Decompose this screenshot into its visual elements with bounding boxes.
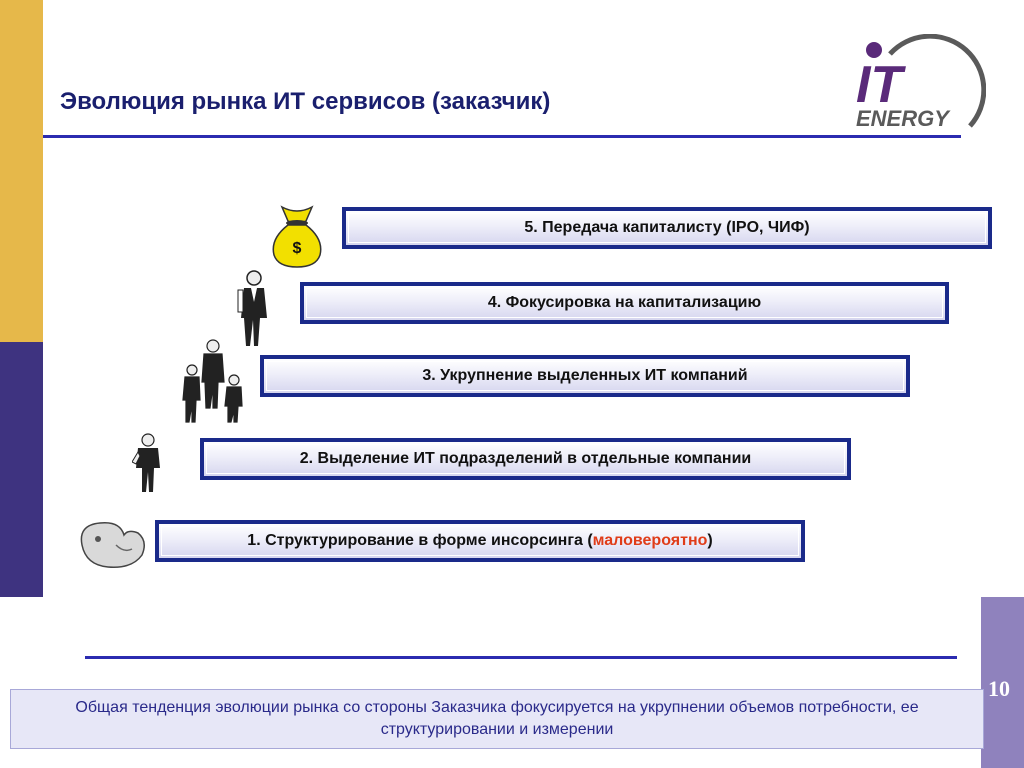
step-3-box (260, 355, 910, 397)
child-icon (132, 432, 166, 494)
left-purple-bar (0, 342, 43, 597)
step-1-label (247, 532, 712, 550)
step-5-box (342, 207, 992, 249)
step-5-label: 5. Передача капиталисту (IPO, ЧИФ) (524, 219, 810, 236)
step-2-box (200, 438, 851, 480)
step-1-label-accent: маловероятно (592, 532, 708, 549)
embryo-icon (72, 515, 150, 571)
money-bag-icon (268, 203, 326, 269)
bottom-divider (85, 656, 957, 659)
step-4-box (300, 282, 949, 324)
logo-it-text: IT (856, 56, 903, 114)
summary-box (10, 689, 984, 749)
logo-energy-text: ENERGY (856, 106, 949, 131)
step-4-label: 4. Фокусировка на капитализацию (487, 294, 762, 311)
dollar-sign: $ (292, 240, 302, 257)
left-gold-bar (0, 0, 43, 342)
step-1-box (155, 520, 805, 562)
it-energy-logo (850, 34, 986, 140)
step-2-label: 2. Выделение ИТ подразделений в отдельные компании (299, 450, 752, 467)
step-1-label-suffix: ) (707, 532, 713, 549)
team-icon (180, 338, 246, 424)
slide-title: Эволюция рынка ИТ сервисов (заказчик) (60, 88, 551, 115)
step-1-label-prefix: 1. Структурирование в форме инсорсинга ( (247, 532, 593, 549)
title-divider (43, 135, 961, 138)
summary-text: Общая тенденция эволюции рынка со стороны Заказчика фокусируется на укрупнении объемов потребности, ее структурировании и измерении (75, 699, 919, 738)
step-3-label: 3. Укрупнение выделенных ИТ компаний (422, 367, 748, 384)
page-number: 10 (988, 676, 1010, 701)
